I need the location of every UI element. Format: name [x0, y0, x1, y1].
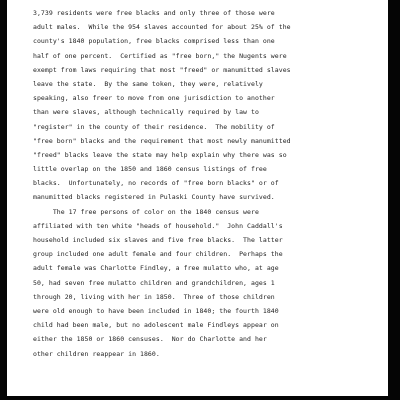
text-line: "register" in the county of their residence. The mobility of: [33, 122, 275, 131]
text-line: half of one percent. Certified as "free born," the Nugents were: [33, 51, 287, 60]
text-line: blacks. Unfortunately, no records of "free born blacks" or of: [33, 179, 279, 188]
text-line: 3,739 residents were free blacks and only three of those were: [33, 9, 275, 17]
text-line: other children reappear in 1860.: [33, 349, 160, 358]
document-body: [33, 6, 383, 361]
text-line: exempt from laws requiring that most "freed" or manumitted slaves: [33, 65, 291, 74]
text-line: "freed" blacks leave the state may help explain why there was so: [33, 150, 287, 159]
text-line: adult males. While the 954 slaves accounted for about 25% of the: [33, 23, 291, 32]
scan-edge: [388, 0, 400, 400]
text-line: than were slaves, although technically required by law to: [33, 108, 259, 117]
text-line: The 17 free persons of color on the 1840 census were: [33, 207, 259, 216]
text-line: affiliated with ten white "heads of household." John Caddall's: [33, 221, 283, 230]
text-line: either the 1850 or 1860 censuses. Nor do Charlotte and her: [33, 335, 267, 344]
text-line: county's 1840 population, free blacks comprised less than one: [33, 37, 275, 46]
text-line: were old enough to have been included in 1840; the fourth 1840: [33, 306, 279, 315]
text-line: child had been male, but no adolescent male Findleys appear on: [33, 321, 279, 330]
text-line: group included one adult female and four children. Perhaps the: [33, 250, 283, 259]
text-line: through 20, living with her in 1850. Three of those children: [33, 292, 275, 301]
text-line: "free born" blacks and the requirement that most newly manumitted: [33, 136, 291, 145]
text-line: household included six slaves and five free blacks. The latter: [33, 236, 283, 244]
document-page: [7, 0, 388, 396]
text-line: little overlap on the 1850 and 1860 census listings of free: [33, 165, 267, 174]
text-line: 50, had seven free mulatto children and grandchildren, ages 1: [33, 278, 275, 287]
text-line: speaking, also freer to move from one jurisdiction to another: [33, 94, 275, 103]
text-line: manumitted blacks registered in Pulaski County have survived.: [33, 193, 275, 202]
text-line: adult female was Charlotte Findley, a free mulatto who, at age: [33, 264, 279, 273]
text-line: leave the state. By the same token, they were, relatively: [33, 79, 263, 88]
